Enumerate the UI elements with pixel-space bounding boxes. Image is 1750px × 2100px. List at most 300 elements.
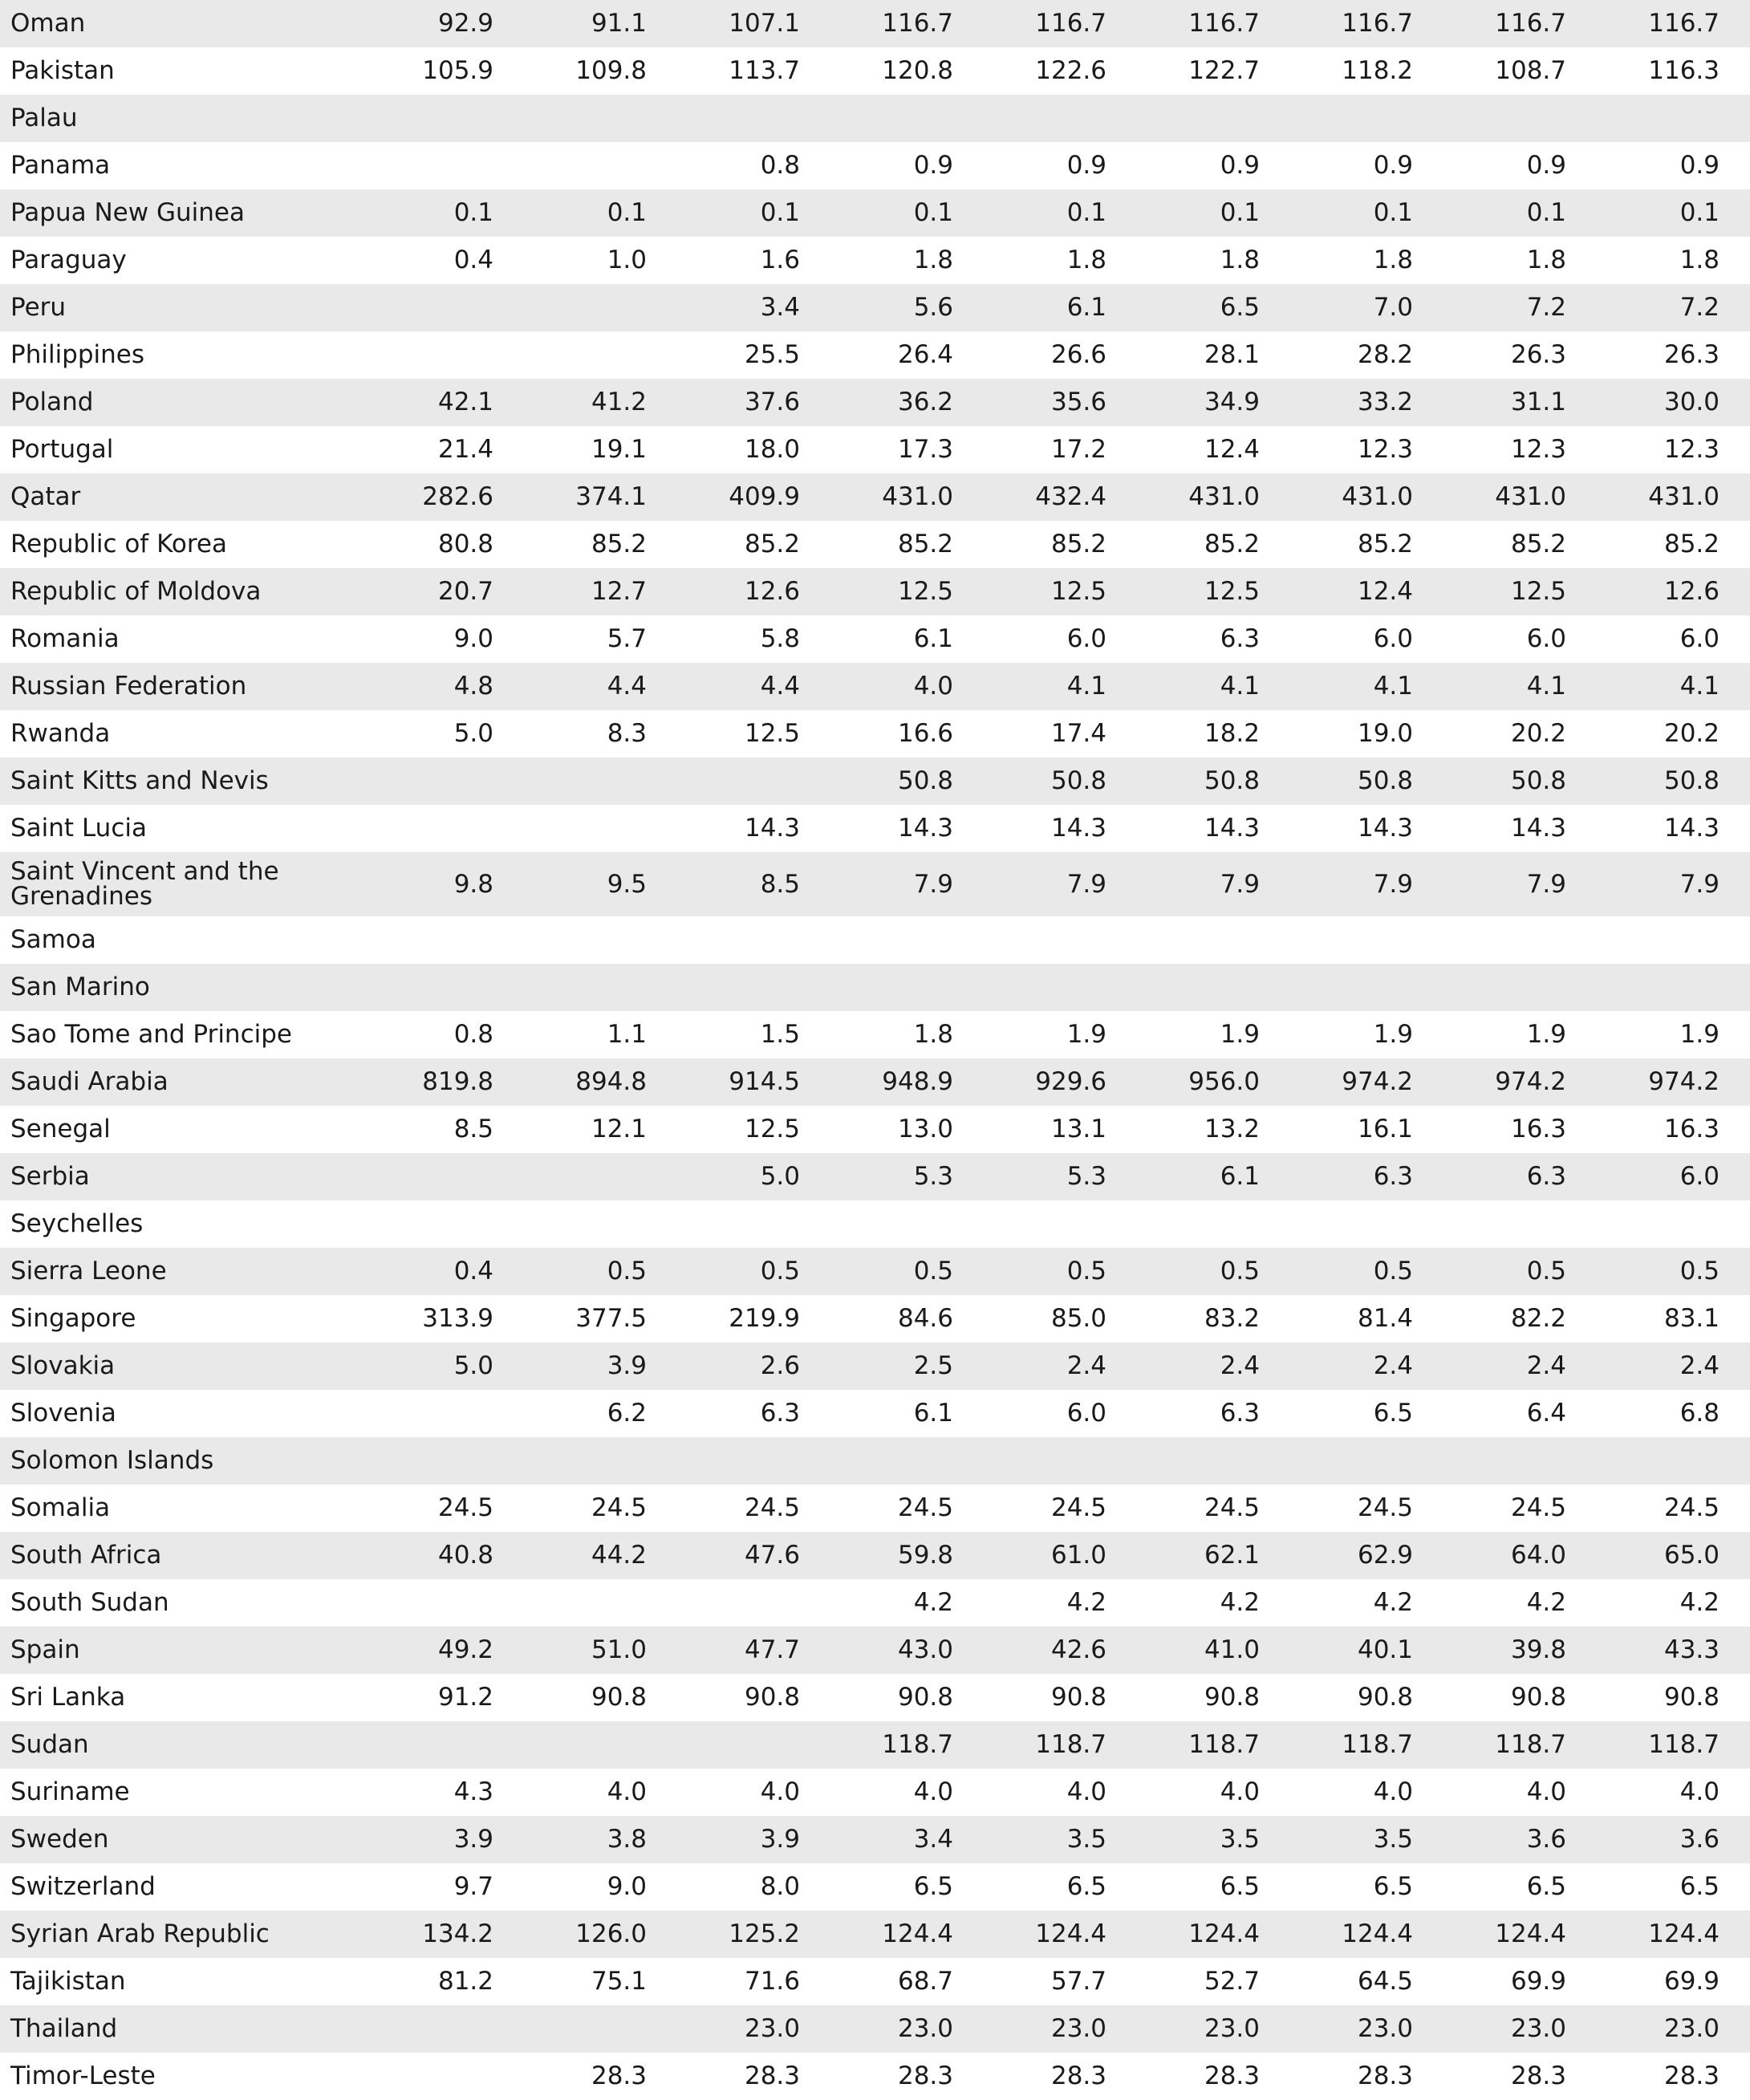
value-cell: 12.7 xyxy=(591,577,647,606)
value-cell: 118.7 xyxy=(1495,1730,1566,1759)
value-cell: 124.4 xyxy=(882,1919,953,1948)
value-cell: 7.9 xyxy=(1066,869,1106,899)
table-row xyxy=(0,663,1750,710)
value-cell: 4.1 xyxy=(1066,672,1106,701)
value-cell: 65.0 xyxy=(1663,1541,1720,1570)
value-cell: 14.3 xyxy=(1357,814,1413,843)
value-cell: 6.0 xyxy=(1373,624,1413,653)
value-cell: 17.2 xyxy=(1050,435,1106,464)
table-row xyxy=(0,1674,1750,1721)
table-row xyxy=(0,1390,1750,1437)
country-name-cell: Sudan xyxy=(10,1730,89,1759)
value-cell: 39.8 xyxy=(1510,1635,1566,1664)
table-row xyxy=(0,805,1750,852)
value-cell: 26.3 xyxy=(1510,340,1566,369)
value-cell: 116.3 xyxy=(1648,56,1720,85)
table-row xyxy=(0,189,1750,237)
value-cell: 12.5 xyxy=(1510,577,1566,606)
value-cell: 4.2 xyxy=(1373,1588,1413,1617)
value-cell: 1.6 xyxy=(760,246,800,274)
value-cell: 118.7 xyxy=(1648,1730,1720,1759)
value-cell: 5.3 xyxy=(913,1162,953,1191)
country-name-cell: Somalia xyxy=(10,1493,111,1522)
country-name-cell: Samoa xyxy=(10,925,96,954)
value-cell: 26.6 xyxy=(1050,340,1106,369)
country-name-cell: Romania xyxy=(10,624,120,653)
value-cell: 6.5 xyxy=(1679,1872,1720,1901)
value-cell: 0.5 xyxy=(1373,1257,1413,1286)
table-row xyxy=(0,710,1750,758)
table-row xyxy=(0,852,1750,916)
table-row xyxy=(0,237,1750,284)
value-cell: 113.7 xyxy=(729,56,800,85)
value-cell: 12.3 xyxy=(1357,435,1413,464)
table-row xyxy=(0,964,1750,1011)
value-cell: 124.4 xyxy=(1342,1919,1413,1948)
value-cell: 4.2 xyxy=(1220,1588,1260,1617)
value-cell: 7.9 xyxy=(1526,869,1566,899)
value-cell: 3.4 xyxy=(760,293,800,322)
value-cell: 9.0 xyxy=(607,1872,647,1901)
table-row xyxy=(0,47,1750,95)
value-cell: 2.5 xyxy=(913,1351,953,1380)
value-cell: 432.4 xyxy=(1035,482,1106,511)
country-name-cell: Oman xyxy=(10,9,86,38)
value-cell: 0.5 xyxy=(913,1257,953,1286)
value-cell: 3.6 xyxy=(1526,1825,1566,1854)
value-cell: 6.3 xyxy=(760,1399,800,1428)
value-cell: 1.0 xyxy=(607,246,647,274)
value-cell: 24.5 xyxy=(1663,1493,1720,1522)
value-cell: 0.9 xyxy=(1066,151,1106,180)
value-cell: 4.0 xyxy=(913,672,953,701)
value-cell: 6.5 xyxy=(1526,1872,1566,1901)
value-cell: 6.1 xyxy=(913,1399,953,1428)
table-row xyxy=(0,1721,1750,1769)
value-cell: 7.9 xyxy=(1220,869,1260,899)
value-cell: 0.9 xyxy=(1526,151,1566,180)
value-cell: 118.7 xyxy=(1342,1730,1413,1759)
value-cell: 21.4 xyxy=(437,435,493,464)
country-name-cell: Pakistan xyxy=(10,56,115,85)
value-cell: 24.5 xyxy=(1357,1493,1413,1522)
value-cell: 6.0 xyxy=(1526,624,1566,653)
table-row xyxy=(0,284,1750,331)
country-name-cell: Slovenia xyxy=(10,1399,116,1428)
value-cell: 1.9 xyxy=(1526,1020,1566,1049)
value-cell: 50.8 xyxy=(1663,766,1720,795)
value-cell: 69.9 xyxy=(1510,1967,1566,1996)
value-cell: 91.1 xyxy=(591,9,647,38)
value-cell: 2.6 xyxy=(760,1351,800,1380)
value-cell: 0.8 xyxy=(760,151,800,180)
value-cell: 12.6 xyxy=(744,577,800,606)
table-row xyxy=(0,379,1750,426)
country-name-cell: Sweden xyxy=(10,1825,109,1854)
value-cell: 12.4 xyxy=(1357,577,1413,606)
value-cell: 41.0 xyxy=(1204,1635,1260,1664)
value-cell: 8.5 xyxy=(760,869,800,899)
value-cell: 109.8 xyxy=(575,56,647,85)
value-cell: 24.5 xyxy=(1204,1493,1260,1522)
value-cell: 28.3 xyxy=(1050,2061,1106,2090)
table-row xyxy=(0,1011,1750,1058)
value-cell: 33.2 xyxy=(1357,388,1413,416)
value-cell: 23.0 xyxy=(1663,2014,1720,2043)
value-cell: 974.2 xyxy=(1342,1067,1413,1096)
value-cell: 1.9 xyxy=(1679,1020,1720,1049)
country-name-cell: Republic of Korea xyxy=(10,530,227,559)
value-cell: 4.1 xyxy=(1220,672,1260,701)
value-cell: 4.0 xyxy=(1526,1777,1566,1806)
value-cell: 431.0 xyxy=(1648,482,1720,511)
value-cell: 6.4 xyxy=(1526,1399,1566,1428)
value-cell: 0.1 xyxy=(607,198,647,227)
value-cell: 90.8 xyxy=(1357,1683,1413,1712)
value-cell: 0.9 xyxy=(1679,151,1720,180)
country-name-cell: Peru xyxy=(10,293,67,322)
value-cell: 85.2 xyxy=(1510,530,1566,559)
value-cell: 37.6 xyxy=(744,388,800,416)
country-name-cell: Saint Lucia xyxy=(10,814,147,843)
value-cell: 14.3 xyxy=(1050,814,1106,843)
table-row xyxy=(0,1627,1750,1674)
value-cell: 3.4 xyxy=(913,1825,953,1854)
value-cell: 409.9 xyxy=(729,482,800,511)
value-cell: 819.8 xyxy=(422,1067,493,1096)
value-cell: 0.9 xyxy=(1220,151,1260,180)
value-cell: 0.5 xyxy=(1679,1257,1720,1286)
value-cell: 124.4 xyxy=(1495,1919,1566,1948)
value-cell: 23.0 xyxy=(897,2014,953,2043)
value-cell: 4.0 xyxy=(1373,1777,1413,1806)
table-row xyxy=(0,758,1750,805)
value-cell: 120.8 xyxy=(882,56,953,85)
value-cell: 3.9 xyxy=(607,1351,647,1380)
value-cell: 12.3 xyxy=(1663,435,1720,464)
value-cell: 50.8 xyxy=(1357,766,1413,795)
value-cell: 59.8 xyxy=(897,1541,953,1570)
value-cell: 122.6 xyxy=(1035,56,1106,85)
value-cell: 90.8 xyxy=(1510,1683,1566,1712)
country-name-cell: Switzerland xyxy=(10,1872,156,1901)
value-cell: 124.4 xyxy=(1035,1919,1106,1948)
country-name-cell: Timor-Leste xyxy=(10,2061,156,2090)
value-cell: 116.7 xyxy=(1648,9,1720,38)
value-cell: 14.3 xyxy=(1510,814,1566,843)
value-cell: 57.7 xyxy=(1050,1967,1106,1996)
value-cell: 3.9 xyxy=(453,1825,493,1854)
value-cell: 12.4 xyxy=(1204,435,1260,464)
value-cell: 6.5 xyxy=(1373,1399,1413,1428)
value-cell: 4.0 xyxy=(607,1777,647,1806)
value-cell: 4.0 xyxy=(1066,1777,1106,1806)
value-cell: 26.3 xyxy=(1663,340,1720,369)
table-row xyxy=(0,1863,1750,1911)
value-cell: 51.0 xyxy=(591,1635,647,1664)
value-cell: 85.2 xyxy=(1663,530,1720,559)
value-cell: 12.1 xyxy=(591,1115,647,1143)
value-cell: 0.5 xyxy=(760,1257,800,1286)
value-cell: 1.8 xyxy=(1220,246,1260,274)
table-row xyxy=(0,1058,1750,1106)
value-cell: 4.2 xyxy=(1066,1588,1106,1617)
country-name-cell: South Sudan xyxy=(10,1588,169,1617)
value-cell: 4.8 xyxy=(453,672,493,701)
value-cell: 41.2 xyxy=(591,388,647,416)
value-cell: 7.2 xyxy=(1526,293,1566,322)
country-name-cell: Papua New Guinea xyxy=(10,198,245,227)
value-cell: 28.1 xyxy=(1204,340,1260,369)
value-cell: 105.9 xyxy=(422,56,493,85)
value-cell: 36.2 xyxy=(897,388,953,416)
value-cell: 974.2 xyxy=(1495,1067,1566,1096)
value-cell: 90.8 xyxy=(897,1683,953,1712)
country-name-cell: Philippines xyxy=(10,340,145,369)
country-name-cell: Sao Tome and Principe xyxy=(10,1020,292,1049)
value-cell: 1.9 xyxy=(1220,1020,1260,1049)
value-cell: 50.8 xyxy=(1050,766,1106,795)
value-cell: 23.0 xyxy=(744,2014,800,2043)
value-cell: 118.7 xyxy=(1188,1730,1260,1759)
value-cell: 2.4 xyxy=(1526,1351,1566,1380)
value-cell: 1.5 xyxy=(760,1020,800,1049)
value-cell: 6.8 xyxy=(1679,1399,1720,1428)
value-cell: 6.5 xyxy=(1066,1872,1106,1901)
value-cell: 4.0 xyxy=(760,1777,800,1806)
value-cell: 2.4 xyxy=(1220,1351,1260,1380)
value-cell: 90.8 xyxy=(591,1683,647,1712)
value-cell: 52.7 xyxy=(1204,1967,1260,1996)
value-cell: 219.9 xyxy=(729,1304,800,1333)
value-cell: 6.0 xyxy=(1066,1399,1106,1428)
table-row xyxy=(0,0,1750,47)
value-cell: 28.3 xyxy=(744,2061,800,2090)
value-cell: 90.8 xyxy=(1204,1683,1260,1712)
value-cell: 5.8 xyxy=(760,624,800,653)
value-cell: 4.3 xyxy=(453,1777,493,1806)
value-cell: 116.7 xyxy=(1342,9,1413,38)
value-cell: 6.1 xyxy=(913,624,953,653)
value-cell: 28.2 xyxy=(1357,340,1413,369)
country-name-cell: Seychelles xyxy=(10,1209,144,1238)
value-cell: 6.3 xyxy=(1373,1162,1413,1191)
value-cell: 3.5 xyxy=(1066,1825,1106,1854)
value-cell: 28.3 xyxy=(591,2061,647,2090)
value-cell: 377.5 xyxy=(575,1304,647,1333)
country-name-cell: Saint Kitts and Nevis xyxy=(10,766,269,795)
value-cell: 90.8 xyxy=(1050,1683,1106,1712)
value-cell: 7.9 xyxy=(1373,869,1413,899)
value-cell: 313.9 xyxy=(422,1304,493,1333)
value-cell: 50.8 xyxy=(1204,766,1260,795)
value-cell: 12.3 xyxy=(1510,435,1566,464)
value-cell: 118.2 xyxy=(1342,56,1413,85)
value-cell: 24.5 xyxy=(591,1493,647,1522)
table-row xyxy=(0,331,1750,379)
value-cell: 16.3 xyxy=(1510,1115,1566,1143)
value-cell: 6.0 xyxy=(1679,1162,1720,1191)
value-cell: 7.2 xyxy=(1679,293,1720,322)
value-cell: 85.0 xyxy=(1050,1304,1106,1333)
value-cell: 1.9 xyxy=(1373,1020,1413,1049)
table-row xyxy=(0,1816,1750,1863)
value-cell: 83.1 xyxy=(1663,1304,1720,1333)
value-cell: 124.4 xyxy=(1648,1919,1720,1948)
value-cell: 18.2 xyxy=(1204,719,1260,748)
country-name-cell: Paraguay xyxy=(10,246,127,274)
country-name-cell: Senegal xyxy=(10,1115,111,1143)
value-cell: 85.2 xyxy=(1050,530,1106,559)
value-cell: 2.4 xyxy=(1066,1351,1106,1380)
table-row xyxy=(0,1437,1750,1485)
value-cell: 12.6 xyxy=(1663,577,1720,606)
country-name-cell: Poland xyxy=(10,388,94,416)
country-name-cell: Panama xyxy=(10,151,111,180)
value-cell: 126.0 xyxy=(575,1919,647,1948)
value-cell: 431.0 xyxy=(1495,482,1566,511)
value-cell: 8.0 xyxy=(760,1872,800,1901)
value-cell: 83.2 xyxy=(1204,1304,1260,1333)
value-cell: 2.4 xyxy=(1679,1351,1720,1380)
value-cell: 17.3 xyxy=(897,435,953,464)
value-cell: 24.5 xyxy=(437,1493,493,1522)
value-cell: 92.9 xyxy=(437,9,493,38)
value-cell: 6.1 xyxy=(1220,1162,1260,1191)
value-cell: 6.5 xyxy=(1220,1872,1260,1901)
value-cell: 5.6 xyxy=(913,293,953,322)
value-cell: 5.3 xyxy=(1066,1162,1106,1191)
table-row xyxy=(0,95,1750,142)
value-cell: 8.5 xyxy=(453,1115,493,1143)
value-cell: 23.0 xyxy=(1357,2014,1413,2043)
value-cell: 124.4 xyxy=(1188,1919,1260,1948)
value-cell: 13.2 xyxy=(1204,1115,1260,1143)
value-cell: 0.1 xyxy=(1220,198,1260,227)
value-cell: 62.1 xyxy=(1204,1541,1260,1570)
value-cell: 6.0 xyxy=(1066,624,1106,653)
value-cell: 4.0 xyxy=(913,1777,953,1806)
value-cell: 4.2 xyxy=(1679,1588,1720,1617)
value-cell: 3.6 xyxy=(1679,1825,1720,1854)
value-cell: 16.6 xyxy=(897,719,953,748)
value-cell: 20.7 xyxy=(437,577,493,606)
value-cell: 3.5 xyxy=(1373,1825,1413,1854)
value-cell: 26.4 xyxy=(897,340,953,369)
table-row xyxy=(0,1911,1750,1958)
country-name-cell: Sri Lanka xyxy=(10,1683,126,1712)
value-cell: 4.1 xyxy=(1679,672,1720,701)
value-cell: 9.8 xyxy=(453,869,493,899)
value-cell: 6.3 xyxy=(1220,624,1260,653)
table-row xyxy=(0,1153,1750,1200)
table-row xyxy=(0,568,1750,615)
country-name-cell: Rwanda xyxy=(10,719,111,748)
value-cell: 24.5 xyxy=(744,1493,800,1522)
value-cell: 28.3 xyxy=(1663,2061,1720,2090)
value-cell: 12.5 xyxy=(1050,577,1106,606)
value-cell: 12.5 xyxy=(744,1115,800,1143)
value-cell: 0.8 xyxy=(453,1020,493,1049)
value-cell: 116.7 xyxy=(1188,9,1260,38)
value-cell: 0.1 xyxy=(1679,198,1720,227)
country-name-cell: Sierra Leone xyxy=(10,1257,167,1286)
value-cell: 85.2 xyxy=(744,530,800,559)
value-cell: 116.7 xyxy=(882,9,953,38)
value-cell: 28.3 xyxy=(897,2061,953,2090)
value-cell: 1.9 xyxy=(1066,1020,1106,1049)
value-cell: 24.5 xyxy=(897,1493,953,1522)
table-row xyxy=(0,2053,1750,2100)
value-cell: 81.4 xyxy=(1357,1304,1413,1333)
value-cell: 431.0 xyxy=(882,482,953,511)
value-cell: 6.2 xyxy=(607,1399,647,1428)
value-cell: 85.2 xyxy=(1204,530,1260,559)
country-name-cell: Palau xyxy=(10,104,78,132)
value-cell: 14.3 xyxy=(1663,814,1720,843)
value-cell: 14.3 xyxy=(744,814,800,843)
value-cell: 42.1 xyxy=(437,388,493,416)
value-cell: 19.0 xyxy=(1357,719,1413,748)
value-cell: 68.7 xyxy=(897,1967,953,1996)
value-cell: 0.9 xyxy=(1373,151,1413,180)
value-cell: 80.8 xyxy=(437,530,493,559)
value-cell: 25.5 xyxy=(744,340,800,369)
value-cell: 929.6 xyxy=(1035,1067,1106,1096)
value-cell: 12.5 xyxy=(1204,577,1260,606)
value-cell: 6.3 xyxy=(1220,1399,1260,1428)
table-row xyxy=(0,2005,1750,2053)
value-cell: 42.6 xyxy=(1050,1635,1106,1664)
value-cell: 107.1 xyxy=(729,9,800,38)
value-cell: 0.1 xyxy=(1373,198,1413,227)
value-cell: 14.3 xyxy=(1204,814,1260,843)
value-cell: 50.8 xyxy=(1510,766,1566,795)
value-cell: 134.2 xyxy=(422,1919,493,1948)
value-cell: 1.8 xyxy=(913,246,953,274)
value-cell: 6.3 xyxy=(1526,1162,1566,1191)
table-row xyxy=(0,1342,1750,1390)
table-row xyxy=(0,426,1750,473)
value-cell: 0.5 xyxy=(607,1257,647,1286)
value-cell: 49.2 xyxy=(437,1635,493,1664)
country-name-cell: Russian Federation xyxy=(10,672,247,701)
value-cell: 14.3 xyxy=(897,814,953,843)
table-row xyxy=(0,1200,1750,1248)
value-cell: 85.2 xyxy=(1357,530,1413,559)
value-cell: 9.5 xyxy=(607,869,647,899)
value-cell: 6.5 xyxy=(1373,1872,1413,1901)
value-cell: 118.7 xyxy=(882,1730,953,1759)
value-cell: 0.4 xyxy=(453,1257,493,1286)
country-name-cell: Thailand xyxy=(10,2014,118,2043)
country-name-cell: Serbia xyxy=(10,1162,90,1191)
value-cell: 69.9 xyxy=(1663,1967,1720,1996)
value-cell: 13.0 xyxy=(897,1115,953,1143)
country-name-cell: Slovakia xyxy=(10,1351,116,1380)
value-cell: 0.1 xyxy=(1526,198,1566,227)
value-cell: 47.6 xyxy=(744,1541,800,1570)
value-cell: 24.5 xyxy=(1050,1493,1106,1522)
value-cell: 116.7 xyxy=(1035,9,1106,38)
value-cell: 7.9 xyxy=(1679,869,1720,899)
table-row xyxy=(0,1248,1750,1295)
value-cell: 9.0 xyxy=(453,624,493,653)
table-row xyxy=(0,1106,1750,1153)
country-name-cell: Solomon Islands xyxy=(10,1446,214,1475)
country-name-cell: Spain xyxy=(10,1635,80,1664)
value-cell: 81.2 xyxy=(437,1967,493,1996)
